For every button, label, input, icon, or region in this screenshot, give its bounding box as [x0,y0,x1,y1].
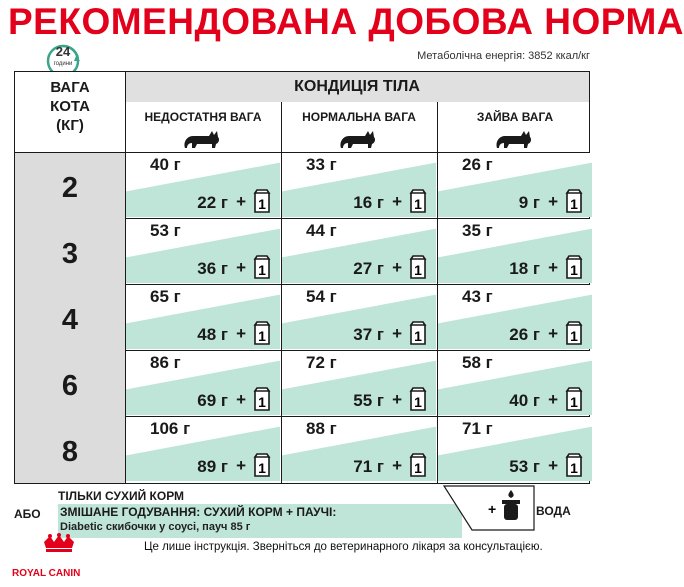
plus-sign: + [236,192,246,211]
ration-cell [438,153,592,217]
clock-unit: години [53,61,73,67]
pouch-count: 1 [258,460,266,476]
pouch-count: 1 [570,196,578,212]
cat-silhouette-icon [337,128,381,150]
pouch-icon [564,452,584,478]
svg-text:+: + [488,501,497,517]
pouch-count: 1 [414,328,422,344]
cat-weight: 4 [61,304,79,336]
ration-cell [126,417,280,481]
ration-cell [126,285,280,349]
water-label: ВОДА [536,504,571,518]
plus-sign: + [548,456,558,475]
pouch-count: 1 [414,394,422,410]
plus-sign: + [548,258,558,277]
mixed-dry-amount: 71 г [353,457,384,476]
pouch-icon [564,188,584,214]
dry-only-amount: 86 г [150,353,181,372]
condition-label: НОРМАЛЬНА ВАГА [302,110,416,124]
feeding-legend [14,486,590,533]
pouch-icon [252,320,272,346]
pouch-count: 1 [414,262,422,278]
weight-header-line: (КГ) [56,117,84,134]
ration-cell [438,219,592,283]
mixed-dry-amount: 9 г [518,193,540,212]
ration-cell [126,153,280,217]
mixed-dry-amount: 40 г [509,391,540,410]
pouch-count: 1 [258,196,266,212]
ration-cell [282,351,436,415]
pouch-icon [252,188,272,214]
cat-weight: 6 [61,370,79,402]
mixed-dry-amount: 48 г [197,325,228,344]
pouch-icon [408,320,428,346]
weight-header-line: ВАГА [50,79,90,96]
dry-only-amount: 53 г [150,221,181,240]
ration-cell [282,219,436,283]
plus-sign: + [392,390,402,409]
weight-header [15,72,125,152]
pouch-icon [408,452,428,478]
cat-weight: 2 [61,172,79,204]
dry-only-amount: 44 г [306,221,337,240]
mixed-dry-amount: 69 г [197,391,228,410]
dry-only-amount: 65 г [150,287,181,306]
dry-only-amount: 35 г [462,221,493,240]
ration-cell [282,285,436,349]
pouch-count: 1 [414,460,422,476]
plus-sign: + [236,324,246,343]
dry-only-amount: 43 г [462,287,493,306]
plus-sign: + [548,324,558,343]
dry-only-amount: 58 г [462,353,493,372]
condition-column-header [125,102,281,152]
pouch-icon [408,386,428,412]
disclaimer: Це лише інструкція. Зверніться до ветеринарного лікаря за консультацією. [144,541,543,553]
ration-cell [438,351,592,415]
ration-cell [126,219,280,283]
dry-only-label: ТІЛЬКИ СУХИЙ КОРМ [58,489,185,503]
pouch-icon [252,386,272,412]
ration-cell [438,417,592,481]
mixed-dry-amount: 18 г [509,259,540,278]
pouch-icon [564,386,584,412]
mixed-dry-amount: 27 г [353,259,384,278]
pouch-icon [252,254,272,280]
dry-only-amount: 26 г [462,155,493,174]
mixed-feeding-box [58,504,462,538]
condition-column-header [437,102,593,152]
dry-only-amount: 106 г [150,419,191,438]
royal-canin-logo [4,534,114,568]
mixed-dry-amount: 36 г [197,259,228,278]
dry-only-amount: 71 г [462,419,493,438]
plus-sign: + [392,324,402,343]
pouch-icon [408,188,428,214]
mixed-dry-amount: 16 г [353,193,384,212]
dry-only-amount: 40 г [150,155,181,174]
pouch-icon [564,254,584,280]
pouch-count: 1 [414,196,422,212]
cat-silhouette-icon [181,128,225,150]
pouch-count: 1 [570,328,578,344]
pouch-count: 1 [258,328,266,344]
pouch-icon [564,320,584,346]
mixed-dry-amount: 55 г [353,391,384,410]
mixed-dry-amount: 37 г [353,325,384,344]
condition-column-header [281,102,437,152]
plus-sign: + [548,390,558,409]
ration-cell [282,417,436,481]
dry-only-amount: 72 г [306,353,337,372]
pouch-count: 1 [570,394,578,410]
plus-sign: + [392,258,402,277]
plus-sign: + [236,390,246,409]
ration-cell [438,285,592,349]
plus-sign: + [236,456,246,475]
metabolic-energy: Метаболічна енергія: 3852 ккал/кг [417,50,590,62]
pouch-count: 1 [570,460,578,476]
mixed-feeding-detail: Diabetic скибочки у соусі, пауч 85 г [60,521,251,533]
dry-only-amount: 33 г [306,155,337,174]
plus-sign: + [236,258,246,277]
pouch-count: 1 [258,394,266,410]
mixed-dry-amount: 22 г [197,193,228,212]
mixed-dry-amount: 89 г [197,457,228,476]
mixed-dry-amount: 26 г [509,325,540,344]
condition-label: ЗАЙВА ВАГА [476,110,554,124]
mixed-dry-amount: 53 г [509,457,540,476]
ration-cell [126,351,280,415]
feeding-table [14,71,590,484]
condition-header: КОНДИЦІЯ ТІЛА [125,72,589,102]
pouch-count: 1 [570,262,578,278]
page-title: РЕКОМЕНДОВАНА ДОБОВА НОРМА [8,1,684,42]
ration-cell [282,153,436,217]
weight-header-line: КОТА [50,98,90,115]
cat-silhouette-icon [493,128,537,150]
cat-weight: 8 [61,436,79,468]
weight-header-text [15,78,125,135]
dry-only-amount: 54 г [306,287,337,306]
dry-only-amount: 88 г [306,419,337,438]
or-label: АБО [14,507,41,521]
pouch-count: 1 [258,262,266,278]
plus-sign: + [392,192,402,211]
condition-label: НЕДОСТАТНЯ ВАГА [144,110,262,124]
cat-weight: 3 [61,238,79,270]
pouch-icon [252,452,272,478]
mixed-feeding-title: ЗМІШАНЕ ГОДУВАННЯ: СУХИЙ КОРМ + ПАУЧІ: [60,505,337,519]
plus-sign: + [548,192,558,211]
plus-sign: + [392,456,402,475]
brand-name: ROYAL CANIN [12,568,81,579]
pouch-icon [408,254,428,280]
water-icon [444,486,534,530]
clock-number: 24 [55,44,71,59]
